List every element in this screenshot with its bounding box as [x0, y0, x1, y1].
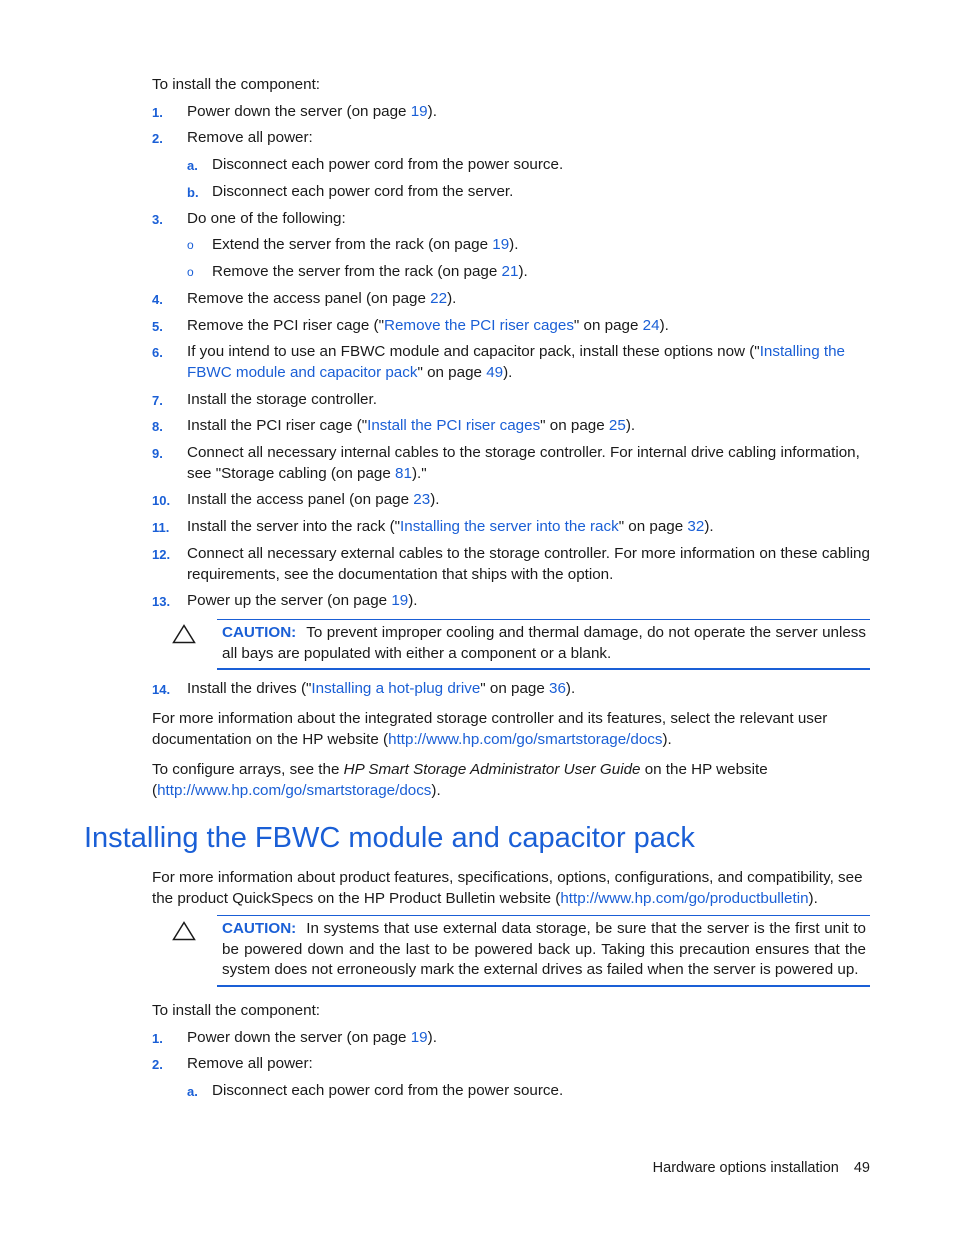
intro-text: To install the component: — [152, 76, 321, 93]
page-link[interactable]: 23 — [413, 491, 431, 508]
step-number: 12. — [152, 547, 171, 562]
cross-ref-link[interactable]: Installing the FBWC module and capacitor pack — [187, 343, 845, 381]
page-link[interactable]: 36 — [549, 680, 566, 697]
substep-marker: a. — [187, 1084, 198, 1099]
step-text: Remove the access panel (on page 22). — [187, 290, 457, 307]
step-number: 4. — [152, 292, 163, 307]
url-link[interactable]: http://www.hp.com/go/smartstorage/docs — [157, 781, 432, 799]
step-text: Power up the server (on page 19). — [187, 592, 418, 609]
substep-text: Disconnect each power cord from the power source. — [212, 156, 564, 173]
step-number: 2. — [152, 1057, 163, 1072]
step-text: Install the PCI riser cage ("Install the PCI riser cages" on page 25). — [187, 417, 636, 434]
paragraph: For more information about product features, specifications, options, configurations, and compatibility, see the product QuickSpecs on the HP Product Bulletin website (http://www.hp.com/go/productbulletin). — [152, 869, 863, 907]
cross-ref-link[interactable]: Installing a hot-plug drive — [311, 680, 481, 697]
paragraph: For more information about the integrated storage controller and its features, select the relevant user documentation on the HP website (http://www.hp.com/go/smartstorage/docs). — [152, 710, 828, 748]
substep-text: Disconnect each power cord from the server. — [212, 183, 514, 200]
section-heading: Installing the FBWC module and capacitor pack — [84, 822, 695, 854]
substep-text: Remove the server from the rack (on page 21). — [212, 263, 528, 280]
step-number: 11. — [152, 520, 170, 535]
cross-ref-link[interactable]: Installing the server into the rack — [400, 518, 619, 535]
page-link[interactable]: 19 — [410, 103, 428, 120]
step-number: 14. — [152, 682, 171, 697]
page-link[interactable]: 19 — [492, 236, 510, 253]
step-number: 2. — [152, 131, 163, 146]
bullet-marker: o — [187, 265, 194, 279]
page-link[interactable]: 81 — [395, 464, 412, 482]
substep-text: Extend the server from the rack (on page 19). — [212, 236, 519, 253]
step-number: 3. — [152, 212, 163, 227]
step-text: Install the server into the rack ("Installing the server into the rack" on page 32). — [187, 518, 714, 535]
substep-marker: a. — [187, 158, 198, 173]
step-number: 8. — [152, 419, 163, 434]
caution-text: CAUTION: In systems that use external data storage, be sure that the server is the first unit to be powered down and the last to be powered back up. Taking this precaution ensures that the system does not erroneously mark the external drives as failed when the server is powered up. — [222, 920, 866, 978]
substep-text: Disconnect each power cord from the power source. — [212, 1082, 564, 1099]
step-text: Power down the server (on page 19). — [187, 103, 437, 120]
url-link[interactable]: http://www.hp.com/go/smartstorage/docs — [388, 730, 663, 748]
substep-marker: b. — [187, 185, 199, 200]
page-footer — [560, 1158, 870, 1179]
caution-text: CAUTION: To prevent improper cooling and thermal damage, do not operate the server unless all bays are populated with either a component or a blank. — [222, 624, 866, 662]
step-text: Do one of the following: — [187, 210, 346, 227]
step-number: 1. — [152, 1031, 163, 1046]
step-number: 13. — [152, 594, 171, 609]
step-text: Remove all power: — [187, 1055, 313, 1072]
paragraph: To configure arrays, see the HP Smart Storage Administrator User Guide on the HP website (http://www.hp.com/go/smartstorage/docs). — [152, 761, 768, 799]
caution-triangle-icon — [172, 921, 196, 941]
step-text: If you intend to use an FBWC module and capacitor pack, install these options now ("Installing the FBWC module and capacitor pack" on page 49). — [187, 343, 845, 381]
page-link[interactable]: 32 — [687, 518, 705, 535]
caution-box — [217, 915, 870, 987]
step-text: Connect all necessary external cables to the storage controller. For more information on these cabling requirements, see the documentation that ships with the option. — [187, 545, 870, 583]
caution-label: CAUTION: — [222, 920, 297, 937]
step-number: 5. — [152, 319, 163, 334]
page-link[interactable]: 49 — [486, 363, 504, 381]
step-text: Remove the PCI riser cage ("Remove the PCI riser cages" on page 24). — [187, 317, 669, 334]
step-text: Connect all necessary internal cables to the storage controller. For internal drive cabling information, see "Storage cabling (on page 81)." — [187, 444, 860, 482]
page-link[interactable]: 21 — [501, 263, 519, 280]
step-text: Install the storage controller. — [187, 391, 377, 408]
page-link[interactable]: 22 — [430, 290, 448, 307]
step-number: 6. — [152, 345, 163, 360]
step-number: 9. — [152, 446, 163, 461]
footer-section: Hardware options installation — [652, 1160, 839, 1176]
step-text: Install the access panel (on page 23). — [187, 491, 440, 508]
cross-ref-link[interactable]: Install the PCI riser cages — [367, 417, 541, 434]
step-number: 1. — [152, 105, 163, 120]
step-text: Power down the server (on page 19). — [187, 1029, 437, 1046]
step-number: 7. — [152, 393, 163, 408]
caution-label: CAUTION: — [222, 624, 297, 641]
intro-text: To install the component: — [152, 1002, 321, 1019]
caution-box — [217, 619, 870, 670]
caution-triangle-icon — [172, 624, 196, 644]
page-link[interactable]: 24 — [642, 317, 660, 334]
step-number: 10. — [152, 493, 171, 508]
step-text: Remove all power: — [187, 129, 313, 146]
url-link[interactable]: http://www.hp.com/go/productbulletin — [560, 889, 809, 907]
step-text: Install the drives ("Installing a hot-plug drive" on page 36). — [187, 680, 576, 697]
page-number: 49 — [853, 1160, 870, 1176]
page-link[interactable]: 25 — [608, 417, 626, 434]
page-link[interactable]: 19 — [410, 1029, 428, 1046]
page-link[interactable]: 19 — [391, 592, 409, 609]
bullet-marker: o — [187, 238, 194, 252]
cross-ref-link[interactable]: Remove the PCI riser cages — [384, 317, 574, 334]
